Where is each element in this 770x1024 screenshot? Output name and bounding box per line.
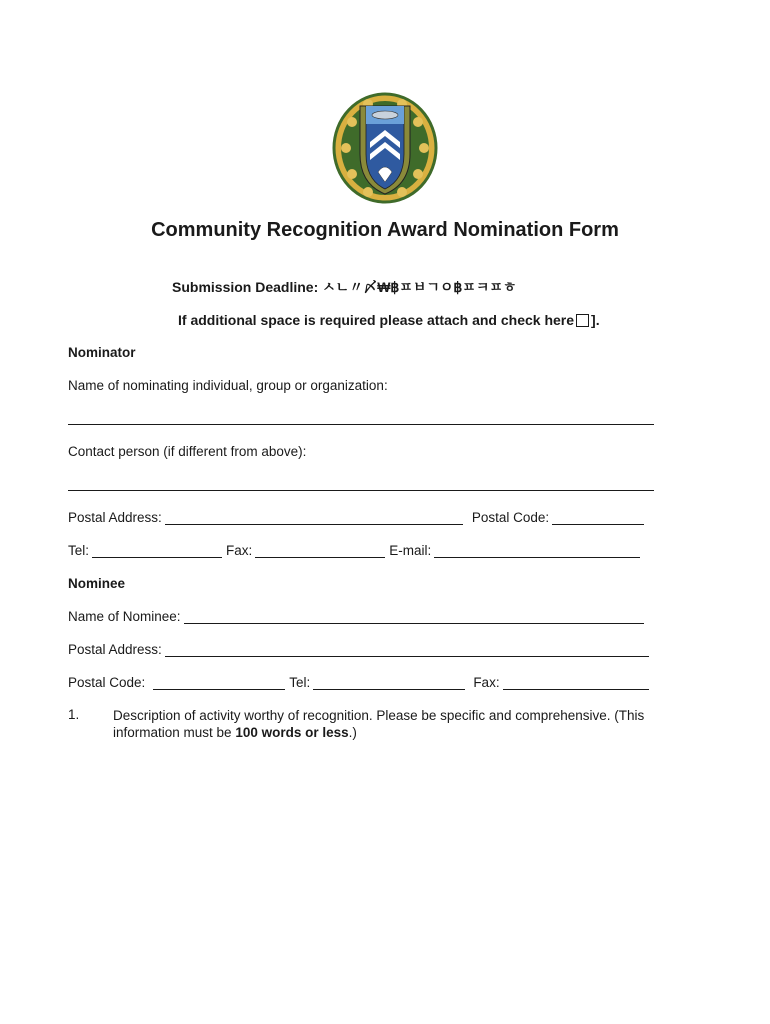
nominator-contact-row [68,543,654,558]
nominator-fax-field[interactable] [255,545,385,558]
nominator-postal-address-label: Postal Address: [68,510,162,525]
attach-instruction [178,312,600,328]
submission-deadline [172,277,516,297]
nominator-postal-address-field[interactable] [165,512,463,525]
nominator-tel-label: Tel: [68,543,90,558]
nominee-name-label: Name of Nominee: [68,609,181,624]
nominee-address-row [68,642,654,657]
nominee-tel-field[interactable] [313,677,465,690]
nominator-name-label: Name of nominating individual, group or organization: [68,378,388,393]
contact-person-field[interactable] [68,490,654,491]
attach-text: If additional space is required please attach and check here [178,312,575,328]
nominee-postal-code-field[interactable] [153,677,285,690]
question-1-number: 1. [68,707,80,722]
form-title: Community Recognition Award Nomination Form [151,219,619,241]
nominator-postal-code-label: Postal Code: [471,510,550,525]
nominee-name-field[interactable] [184,611,644,624]
nominator-tel-field[interactable] [92,545,222,558]
municipal-crest-logo [332,92,438,204]
nominator-name-field[interactable] [68,424,654,425]
deadline-value: ㅅㄴ〃〆₩฿ㅍㅂㄱㅇ฿ㅍㅋㅍㅎ [322,279,517,295]
nominee-contact-row [68,675,654,690]
nominator-postal-code-field[interactable] [552,512,644,525]
nominator-heading: Nominator [68,345,136,360]
deadline-label: Submission Deadline: [172,279,319,295]
nominator-address-row [68,510,654,525]
nominator-email-field[interactable] [434,545,640,558]
nominee-postal-address-label: Postal Address: [68,642,162,657]
nominee-postal-address-field[interactable] [165,644,649,657]
nominee-tel-label: Tel: [289,675,311,690]
nominee-postal-code-label: Postal Code: [68,675,146,690]
contact-person-label: Contact person (if different from above): [68,444,307,459]
nominee-fax-field[interactable] [503,677,649,690]
question-1-text [113,707,683,741]
question-1-word-limit: 100 words or less [235,725,349,740]
attach-suffix: ]. [591,312,600,328]
nominator-fax-label: Fax: [226,543,253,558]
nominee-name-row [68,609,654,624]
question-1-text-a: Description of activity worthy of recognition. Please be specific and comprehensive. (This information must be [113,708,645,740]
nominee-fax-label: Fax: [473,675,500,690]
additional-space-checkbox[interactable] [576,314,589,327]
nominee-heading: Nominee [68,576,126,591]
question-1-text-b: .) [348,725,357,740]
nominator-email-label: E-mail: [389,543,432,558]
